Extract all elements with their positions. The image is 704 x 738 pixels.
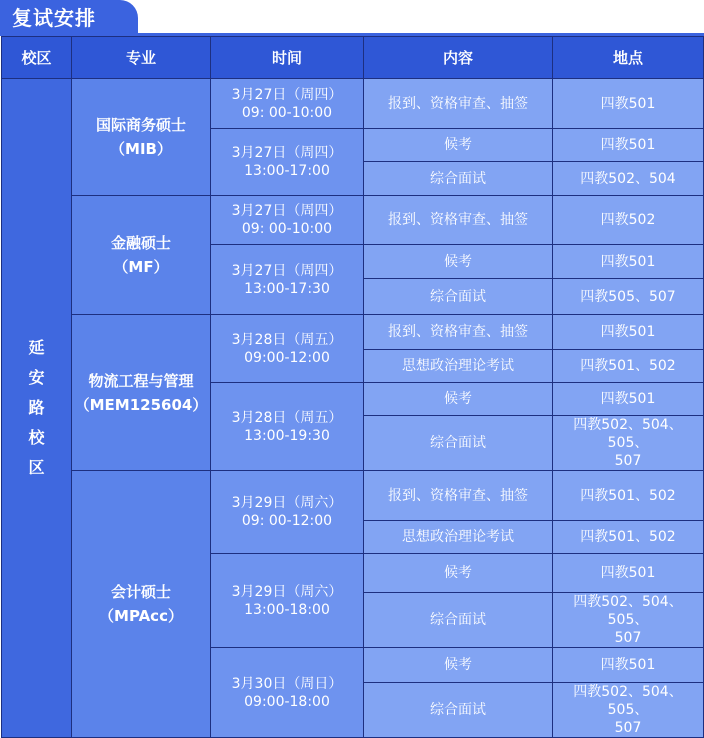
location-line: 四教502、504、505、 — [573, 594, 683, 628]
time-cell — [211, 383, 364, 471]
table-row — [2, 315, 704, 350]
slot-date: 3月28日（周五） — [231, 409, 343, 426]
location-cell: 四教501 — [553, 648, 704, 683]
content-cell: 候考 — [364, 648, 553, 683]
content-cell: 综合面试 — [364, 683, 553, 738]
campus-cell — [2, 79, 72, 738]
content-cell: 报到、资格审查、抽签 — [364, 471, 553, 521]
slot-time: 09: 00-10:00 — [241, 104, 333, 121]
slot-date: 3月28日（周五） — [231, 331, 343, 348]
major-name: 会计硕士 — [110, 583, 171, 601]
location-cell: 四教501 — [553, 315, 704, 350]
location-cell — [553, 593, 704, 648]
column-header-campus: 校区 — [2, 37, 72, 79]
slot-date: 3月29日（周六） — [231, 495, 343, 511]
schedule-table — [1, 36, 704, 738]
major-name: 物流工程与管理 — [88, 371, 194, 390]
location-cell: 四教501 — [553, 79, 704, 129]
campus-char: 区 — [28, 458, 45, 477]
location-line: 507 — [614, 453, 642, 469]
content-cell: 思想政治理论考试 — [364, 350, 553, 383]
location-cell: 四教501、502 — [553, 471, 704, 521]
slot-time: 13:00-17:00 — [244, 163, 330, 179]
location-cell: 四教502 — [553, 196, 704, 245]
section-tab-title: 复试安排 — [0, 0, 138, 36]
location-line: 507 — [614, 630, 642, 646]
table-row — [2, 196, 704, 245]
content-cell: 候考 — [364, 129, 553, 162]
table-header-row — [2, 37, 704, 79]
slot-time: 13:00-19:30 — [244, 427, 330, 444]
column-header-location: 地点 — [553, 37, 704, 79]
location-cell — [553, 683, 704, 738]
location-cell: 四教501 — [553, 245, 704, 279]
major-code: （MF） — [113, 258, 169, 276]
location-cell: 四教501 — [553, 554, 704, 593]
location-cell: 四教501 — [553, 129, 704, 162]
content-cell: 思想政治理论考试 — [364, 521, 553, 554]
time-cell — [211, 554, 364, 648]
time-cell — [211, 245, 364, 315]
time-cell — [211, 648, 364, 738]
content-cell: 报到、资格审查、抽签 — [364, 315, 553, 350]
table-row — [2, 471, 704, 521]
time-cell — [211, 471, 364, 554]
time-cell — [211, 196, 364, 245]
campus-char: 校 — [28, 428, 45, 447]
location-cell: 四教501、502 — [553, 350, 704, 383]
content-cell: 综合面试 — [364, 279, 553, 315]
content-cell: 综合面试 — [364, 162, 553, 196]
campus-char: 安 — [28, 368, 45, 387]
location-cell: 四教502、504 — [553, 162, 704, 196]
location-cell: 四教501 — [553, 383, 704, 416]
location-cell: 四教501、502 — [553, 521, 704, 554]
location-cell: 四教505、507 — [553, 279, 704, 315]
slot-date: 3月27日（周四） — [231, 203, 343, 219]
time-cell — [211, 79, 364, 129]
location-line: 四教502、504、505、 — [573, 417, 683, 451]
content-cell: 报到、资格审查、抽签 — [364, 196, 553, 245]
campus-char: 延 — [28, 338, 45, 357]
content-cell: 候考 — [364, 383, 553, 416]
major-code: （MEM125604） — [74, 395, 208, 414]
column-header-content: 内容 — [364, 37, 553, 79]
slot-time: 09: 00-10:00 — [241, 221, 333, 237]
major-cell-mib — [72, 79, 211, 196]
campus-char: 路 — [28, 398, 45, 417]
location-line: 507 — [614, 720, 642, 736]
slot-time: 09:00-12:00 — [244, 349, 330, 366]
slot-time: 13:00-18:00 — [244, 601, 330, 618]
content-cell: 综合面试 — [364, 416, 553, 471]
location-line: 四教502、504、505、 — [573, 684, 683, 718]
slot-date: 3月27日（周四） — [231, 262, 343, 279]
content-cell: 综合面试 — [364, 593, 553, 648]
slot-time: 09:00-18:00 — [244, 693, 330, 710]
major-cell-mf — [72, 196, 211, 315]
major-cell-mpacc — [72, 471, 211, 738]
slot-date: 3月27日（周四） — [231, 145, 343, 161]
table-row — [2, 79, 704, 129]
location-cell — [553, 416, 704, 471]
slot-time: 13:00-17:30 — [244, 280, 330, 297]
time-cell — [211, 315, 364, 383]
major-cell-mem — [72, 315, 211, 471]
major-name: 金融硕士 — [110, 234, 171, 252]
major-code: （MIB） — [110, 140, 172, 158]
slot-date: 3月27日（周四） — [231, 86, 343, 103]
content-cell: 候考 — [364, 554, 553, 593]
time-cell — [211, 129, 364, 196]
slot-time: 09: 00-12:00 — [241, 513, 333, 529]
major-code: （MPAcc） — [99, 607, 183, 625]
content-cell: 候考 — [364, 245, 553, 279]
content-cell: 报到、资格审查、抽签 — [364, 79, 553, 129]
slot-date: 3月30日（周日） — [231, 675, 343, 692]
column-header-time: 时间 — [211, 37, 364, 79]
column-header-major: 专业 — [72, 37, 211, 79]
major-name: 国际商务硕士 — [95, 116, 186, 134]
slot-date: 3月29日（周六） — [231, 583, 343, 600]
